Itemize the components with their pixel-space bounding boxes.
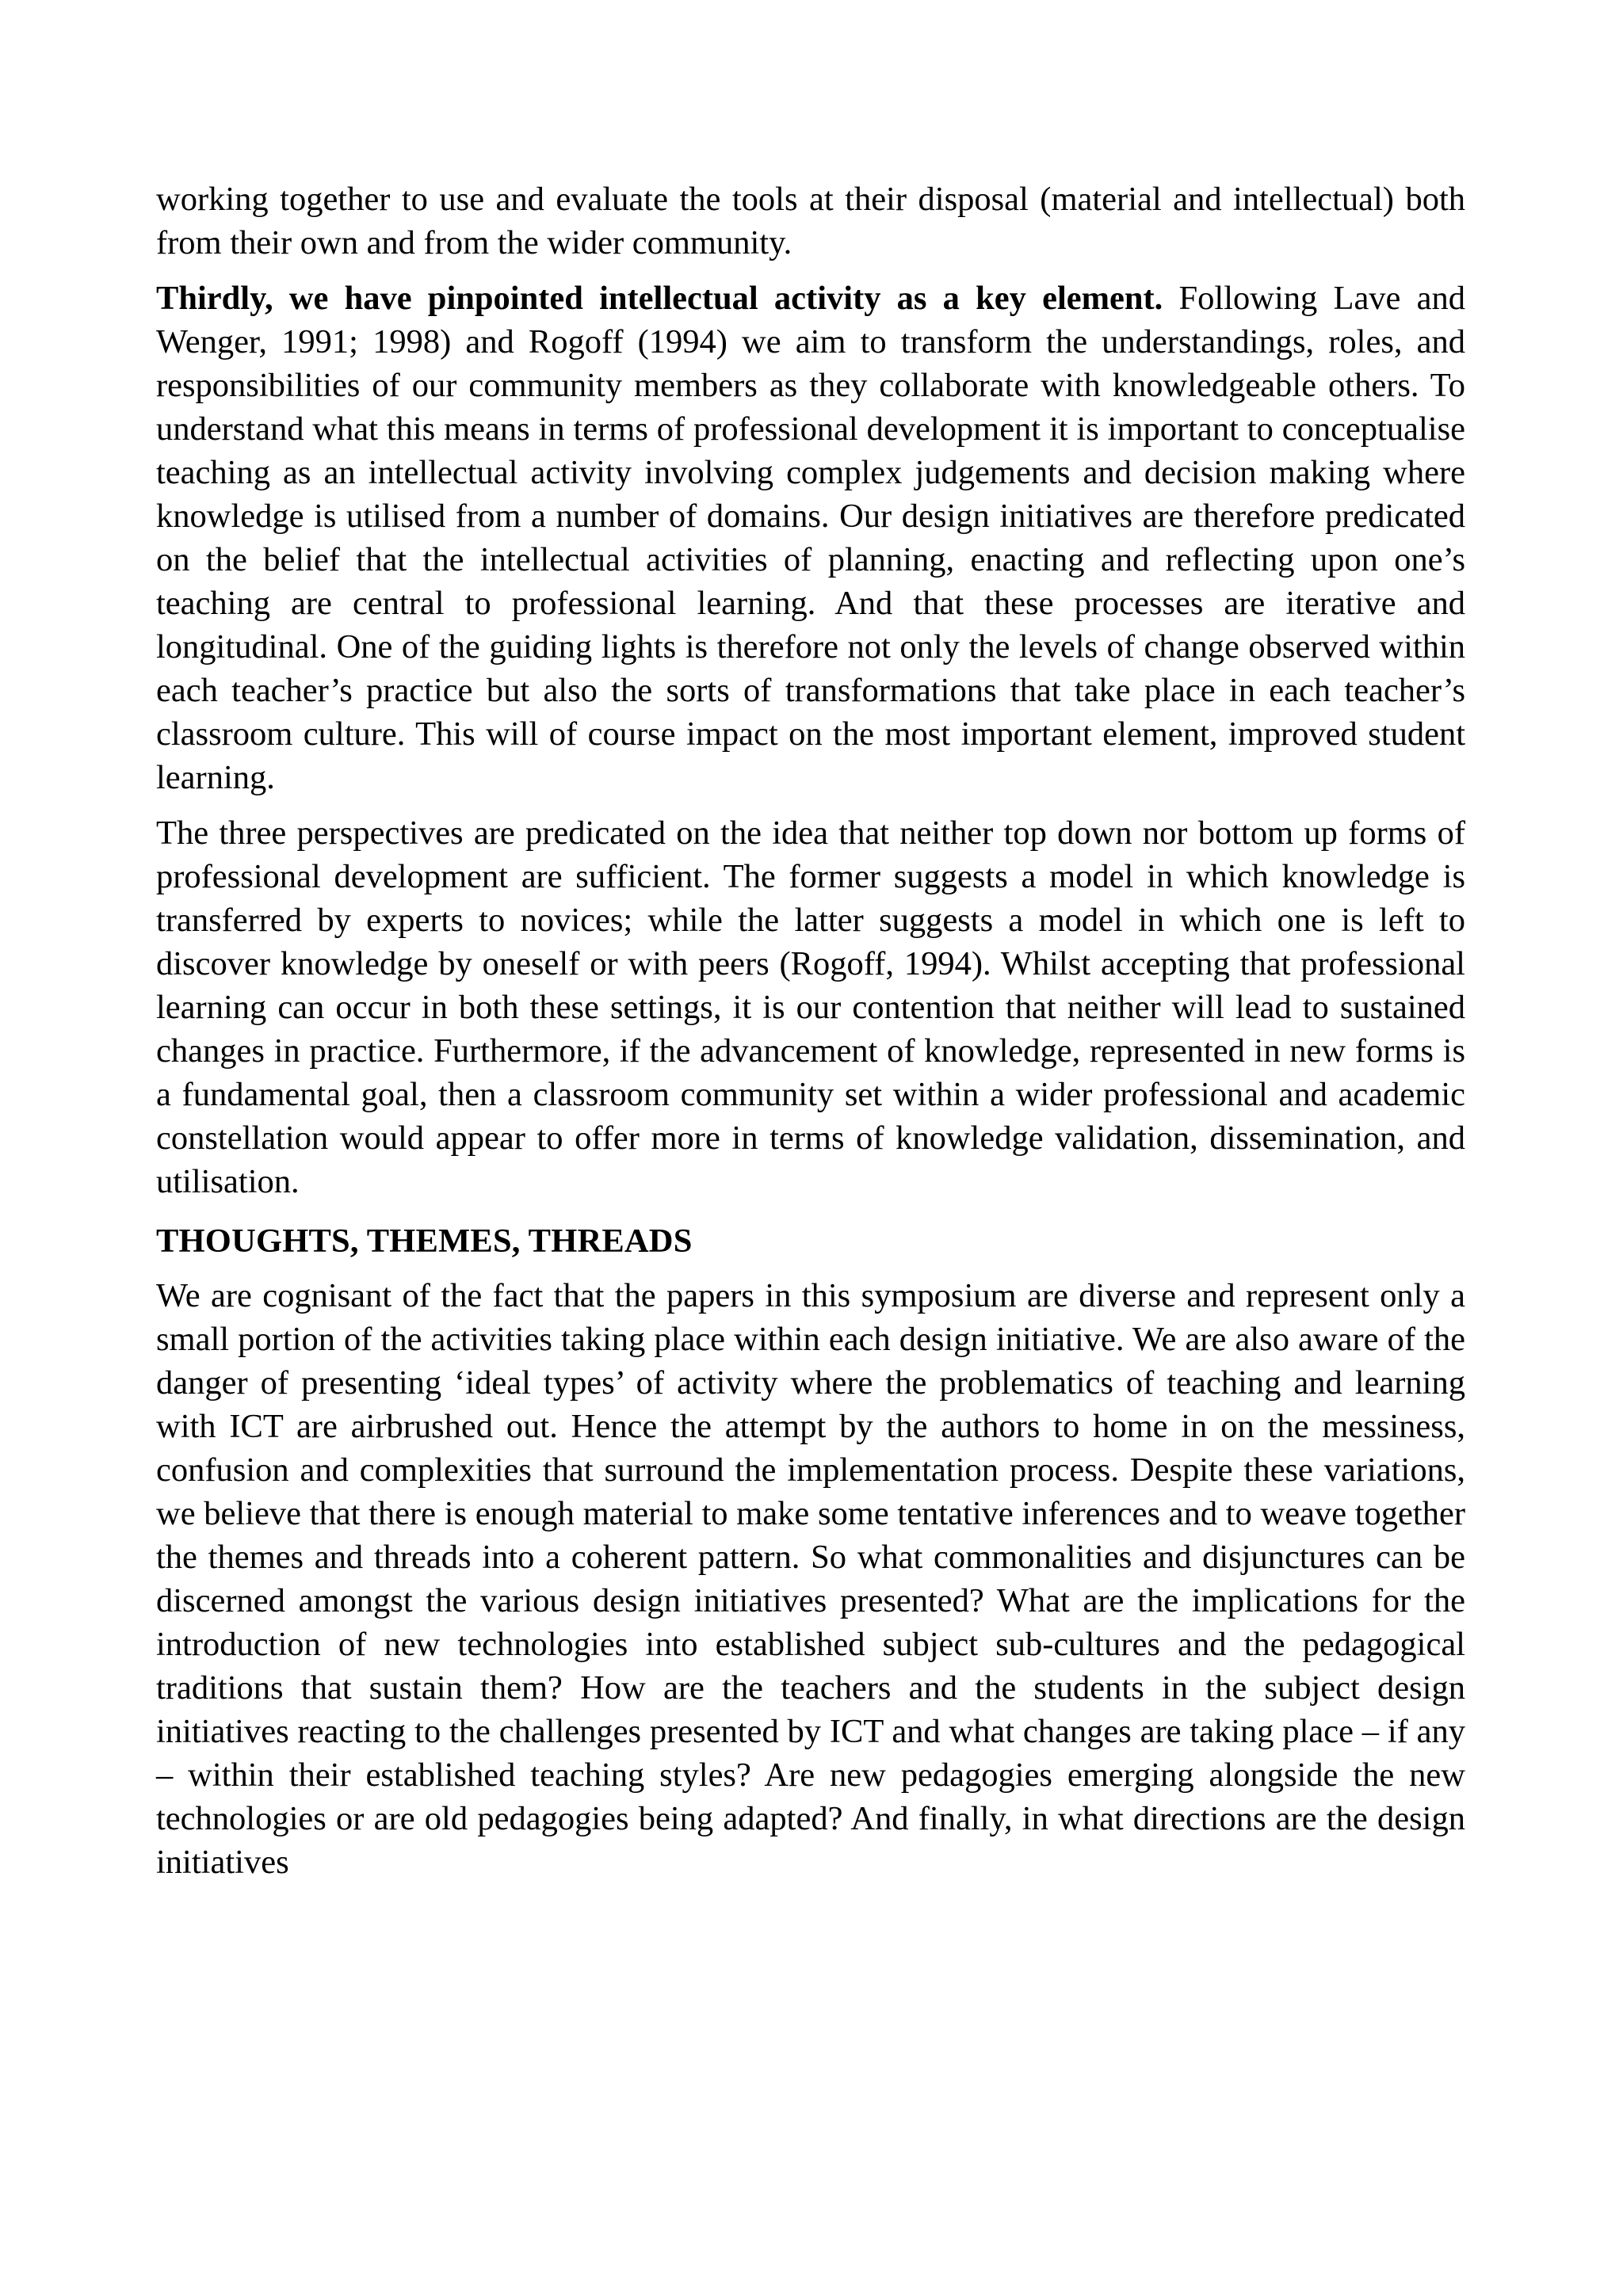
paragraph-lead-bold: Thirdly, we have pinpointed intellectual activity as a key element.	[156, 280, 1163, 317]
paragraph-body: Following Lave and Wenger, 1991; 1998) and Rogoff (1994) we aim to transform the understandings, roles, and responsibilities of our community members as they collaborate with knowledgeable others. To understand what this means in terms of professional development it is important to conceptualise teaching as an intellectual activity involving complex judgements and decision making where knowledge is utilised from a number of domains. Our design initiatives are therefore predicated on the belief that the intellectual activities of planning, enacting and reflecting upon one’s teaching are central to professional learning. And that these processes are iterative and longitudinal. One of the guiding lights is therefore not only the levels of change observed within each teacher’s practice but also the sorts of transformations that take place in each teacher’s classroom culture. This will of course impact on the most important element, improved student learning.	[156, 280, 1465, 796]
paragraph-three-perspectives: The three perspectives are predicated on the idea that neither top down nor bottom up forms of professional development are sufficient. The former suggests a model in which knowledge is transferred by experts to novices; while the latter suggests a model in which one is left to discover knowledge by oneself or with peers (Rogoff, 1994). Whilst accepting that professional learning can occur in both these settings, it is our contention that neither will lead to sustained changes in practice. Furthermore, if the advancement of knowledge, represented in new forms is a fundamental goal, then a classroom community set within a wider professional and academic constellation would appear to offer more in terms of knowledge validation, dissemination, and utilisation.	[156, 814, 1465, 1200]
document-page	[156, 177, 1465, 1896]
paragraph-symposium-papers: We are cognisant of the fact that the papers in this symposium are diverse and represent only a small portion of the activities taking place within each design initiative. We are also aware of the danger of presenting ‘ideal types’ of activity where the problematics of teaching and learning with ICT are airbrushed out. Hence the attempt by the authors to home in on the messiness, confusion and complexities that surround the implementation process. Despite these variations, we believe that there is enough material to make some tentative inferences and to weave together the themes and threads into a coherent pattern. So what commonalities and disjunctures can be discerned amongst the various design initiatives presented? What are the implications for the introduction of new technologies into established subject sub-cultures and the pedagogical traditions that sustain them? How are the teachers and the students in the subject design initiatives reacting to the challenges presented by ICT and what changes are taking place – if any – within their established teaching styles? Are new pedagogies emerging alongside the new technologies or are old pedagogies being adapted? And finally, in what directions are the design initiatives	[156, 1277, 1465, 1881]
section-heading: THOUGHTS, THEMES, THREADS	[156, 1222, 693, 1260]
paragraph-intellectual-activity	[156, 277, 1465, 799]
paragraph-tools-disposal: working together to use and evaluate the tools at their disposal (material and intellectual) both from their own and from the wider community.	[156, 181, 1465, 261]
